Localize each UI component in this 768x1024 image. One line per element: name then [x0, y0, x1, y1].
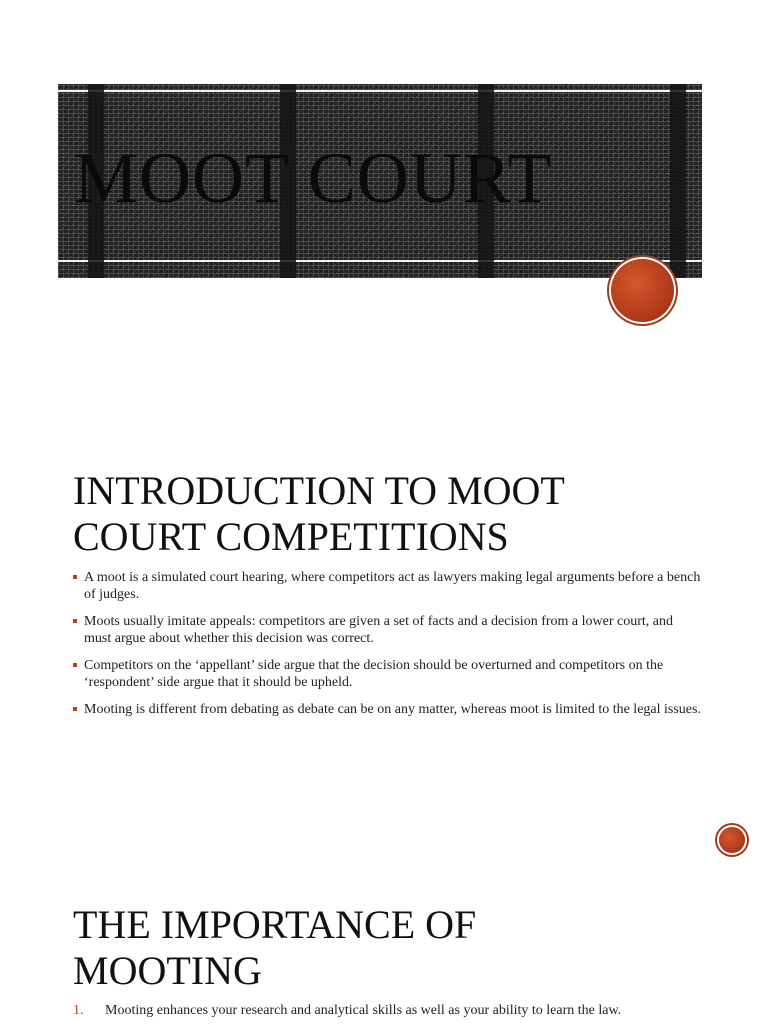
bullet-item — [73, 613, 703, 647]
banner-band — [670, 84, 686, 278]
square-bullet-icon — [73, 575, 77, 579]
title-banner — [58, 84, 702, 278]
square-bullet-icon — [73, 663, 77, 667]
bullet-item — [73, 569, 703, 603]
bullet-text: A moot is a simulated court hearing, where competitors act as lawyers making legal arguments before a bench of judges. — [84, 570, 701, 602]
square-bullet-icon — [73, 707, 77, 711]
bullet-text: Competitors on the ‘appellant’ side argue that the decision should be overturned and competitors on the ‘respondent’ side argue that it should be upheld. — [84, 658, 664, 690]
importance-numbered-list — [73, 1002, 703, 1019]
heading-line: THE IMPORTANCE OF — [73, 902, 477, 947]
section-heading-importance — [73, 902, 476, 994]
heading-line: COURT COMPETITIONS — [73, 514, 509, 559]
bullet-text: Moots usually imitate appeals: competitors are given a set of facts and a decision from a lower court, and must argue about whether this decision was correct. — [84, 614, 673, 646]
numbered-item — [73, 1002, 703, 1019]
bullet-item — [73, 701, 703, 718]
decorative-orb — [611, 259, 674, 322]
decorative-orb — [719, 827, 745, 853]
section-heading-introduction — [73, 468, 565, 560]
item-text: Mooting enhances your research and analytical skills as well as your ability to learn the law. — [105, 1003, 622, 1018]
bullet-item — [73, 657, 703, 691]
heading-line: INTRODUCTION TO MOOT — [73, 468, 565, 513]
banner-stripe-top — [58, 90, 702, 92]
bullet-text: Mooting is different from debating as debate can be on any matter, whereas moot is limited to the legal issues. — [84, 702, 701, 717]
introduction-bullet-list — [73, 569, 703, 728]
item-number: 1. — [73, 1003, 84, 1018]
banner-stripe-bottom — [58, 260, 702, 262]
square-bullet-icon — [73, 619, 77, 623]
slide-title: MOOT COURT — [74, 138, 553, 218]
heading-line: MOOTING — [73, 948, 262, 993]
